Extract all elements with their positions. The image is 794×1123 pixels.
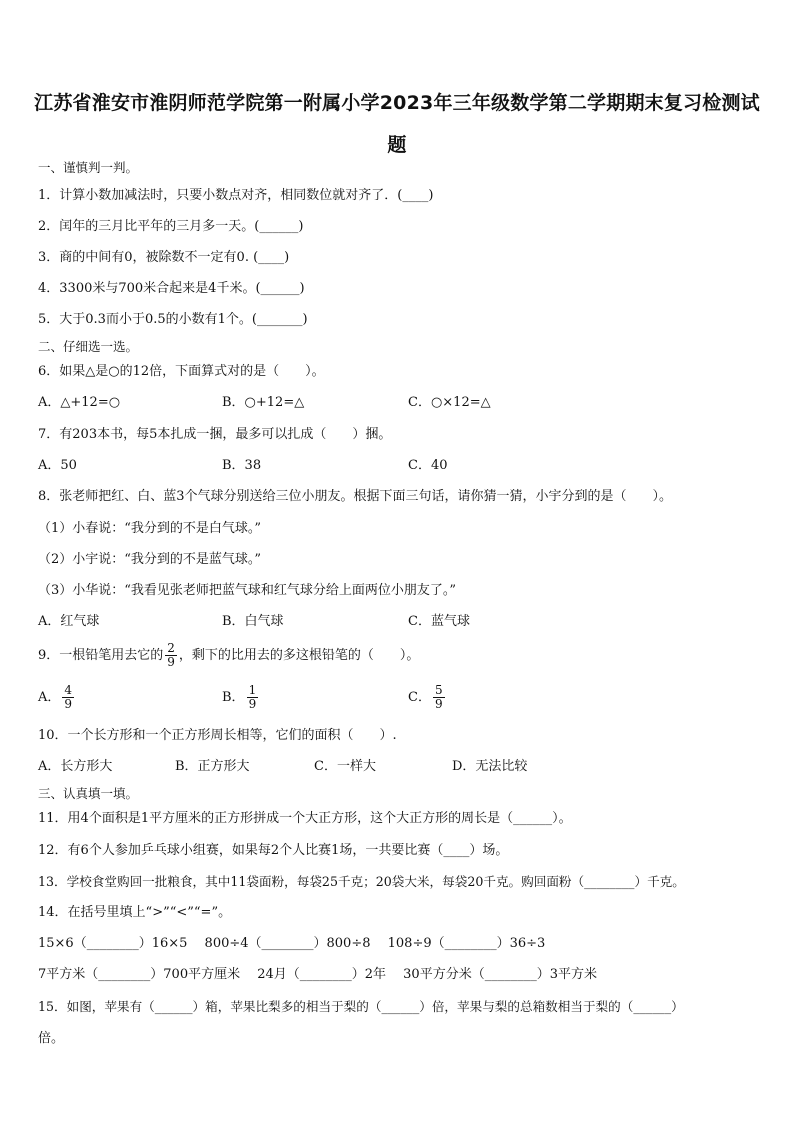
q10-option-b: B．正方形大	[175, 759, 250, 774]
q9-option-c-fraction	[433, 684, 445, 711]
question-14: 14．在括号里填上“>”“<”“=”。	[38, 905, 232, 920]
q6-option-b: B．○+12=△	[222, 395, 305, 410]
question-3: 3．商的中间有0，被除数不一定有0. (____)	[38, 250, 290, 265]
q9-stem-fraction-denominator: 9	[167, 655, 175, 669]
question-5: 5．大于0.3而小于0.5的小数有1个。(_______)	[38, 312, 308, 327]
q7-option-a: A．50	[38, 458, 77, 473]
q7-option-c: C．40	[408, 458, 448, 473]
q14-row-1: 15×6（________）16×5 800÷4（________）800÷8 108÷9（________）36÷3	[38, 936, 546, 951]
section-heading-choose: 二、仔细选一选。	[38, 339, 139, 354]
q9-option-c-denominator: 9	[434, 697, 443, 711]
question-12: 12．有6个人参加乒乓球小组赛，如果每2个人比赛1场，一共要比赛（____）场。	[38, 843, 509, 858]
q9-option-a	[38, 684, 76, 711]
question-15: 15．如图，苹果有（______）箱，苹果比梨多的相当于梨的（______）倍，苹果与梨的总箱数相当于梨的（______）	[38, 999, 684, 1014]
q14-row-2: 7平方米（________）700平方厘米 24月（________）2年 30平方分米（________）3平方米	[38, 967, 597, 982]
q9-option-b	[222, 684, 260, 711]
q8-statement-2: （2）小宇说：“我分到的不是蓝气球。”	[38, 552, 262, 567]
q10-option-c: C．一样大	[314, 759, 376, 774]
q8-statement-1: （1）小春说：“我分到的不是白气球。”	[38, 521, 262, 536]
question-15-continued: 倍。	[38, 1031, 65, 1046]
question-10: 10．一个长方形和一个正方形周长相等，它们的面积（ ）.	[38, 728, 397, 743]
q8-option-b: B．白气球	[222, 614, 284, 629]
q10-option-d: D．无法比较	[452, 759, 528, 774]
q9-option-a-label: A．	[38, 689, 61, 705]
q9-stem-after: ，剩下的比用去的多这根铅笔的（ ）。	[178, 647, 420, 663]
q9-option-a-numerator: 4	[64, 683, 73, 697]
question-6: 6．如果△是○的12倍，下面算式对的是（ ）。	[38, 364, 325, 379]
question-4: 4．3300米与700米合起来是4千米。(______)	[38, 281, 305, 296]
q9-option-a-denominator: 9	[64, 697, 73, 711]
q7-option-b: B．38	[222, 458, 262, 473]
question-11: 11．用4个面积是1平方厘米的正方形拼成一个大正方形，这个大正方形的周长是（______）。	[38, 811, 572, 826]
question-9	[38, 642, 419, 669]
q10-option-a: A．长方形大	[38, 759, 113, 774]
q9-stem-before: 9．一根铅笔用去它的	[38, 647, 164, 663]
q9-option-b-numerator: 1	[248, 683, 257, 697]
q8-option-c: C．蓝气球	[408, 614, 470, 629]
page-title-line-1: 江苏省淮安市淮阴师范学院第一附属小学2023年三年级数学第二学期期末复习检测试	[34, 92, 760, 114]
page-title-line-2: 题	[387, 134, 407, 156]
q9-option-c-numerator: 5	[434, 683, 443, 697]
q9-stem-fraction	[165, 642, 177, 669]
q9-option-b-denominator: 9	[248, 697, 257, 711]
question-13: 13．学校食堂购回一批粮食，其中11袋面粉，每袋25千克；20袋大米，每袋20千克。购回面粉（________）千克。	[38, 874, 685, 889]
q6-option-c: C．○×12=△	[408, 395, 491, 410]
question-2: 2．闰年的三月比平年的三月多一天。(______)	[38, 219, 304, 234]
q9-option-b-label: B．	[222, 689, 245, 705]
q9-option-c-label: C．	[408, 689, 431, 705]
section-heading-fill: 三、认真填一填。	[38, 786, 139, 801]
q9-stem-fraction-numerator: 2	[167, 641, 175, 655]
q6-option-a: A．△+12=○	[38, 395, 121, 410]
question-8: 8．张老师把红、白、蓝3个气球分别送给三位小朋友。根据下面三句话，请你猜一猜，小宇分到的是（ ）。	[38, 489, 673, 504]
section-heading-judge: 一、谨慎判一判。	[38, 160, 139, 175]
question-7: 7．有203本书，每5本扎成一捆，最多可以扎成（ ）捆。	[38, 427, 392, 442]
q9-option-a-fraction	[62, 684, 74, 711]
question-1: 1．计算小数加减法时，只要小数点对齐，相同数位就对齐了．(____)	[38, 188, 434, 203]
q8-option-a: A．红气球	[38, 614, 100, 629]
q9-option-b-fraction	[247, 684, 259, 711]
q9-option-c	[408, 684, 447, 711]
q8-statement-3: （3）小华说：“我看见张老师把蓝气球和红气球分给上面两位小朋友了。”	[38, 583, 457, 598]
